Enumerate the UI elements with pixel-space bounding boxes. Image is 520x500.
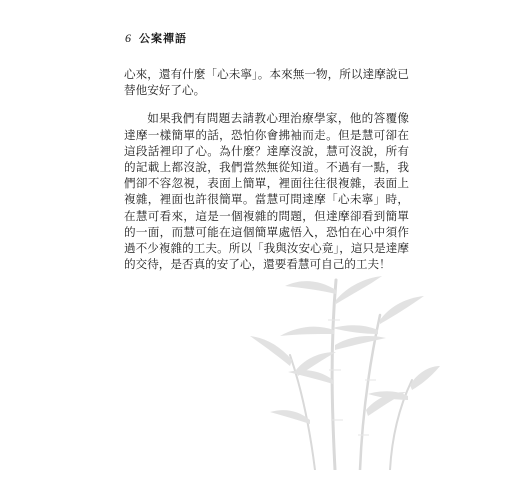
page-number: 6 (125, 31, 131, 45)
bamboo-illustration-icon (240, 220, 440, 470)
paragraph-1: 心來，還有什麼「心未寧」。本來無一物，所以達摩說已替他安好了心。 (124, 67, 409, 98)
paragraph-2: 如果我們有問題去請教心理治療學家，他的答覆像達摩一樣簡單的話，恐怕你會拂袖而走。但是慧可卻在這段話裡印了心。為什麼？達摩沒說，慧可沒說，所有的記載上都沒說，我們當然無從知道。不過有一點，我們卻不容忽視，表面上簡單，裡面往往很複雜，表面上複雜，裡面也許很簡單。當慧可問達摩「心未寧」時，在慧可看來，這是一個複雜的問題，但達摩卻看到簡單的一面，而慧可能在這個簡單處悟入，恐怕在心中須作過不少複雜的工夫。所以「我與汝安心竟」，這只是達摩的交待，是否真的安了心，還要看慧可自己的工夫！ (124, 111, 409, 272)
running-title: 公案禪語 (139, 32, 187, 45)
page-header (125, 30, 187, 46)
